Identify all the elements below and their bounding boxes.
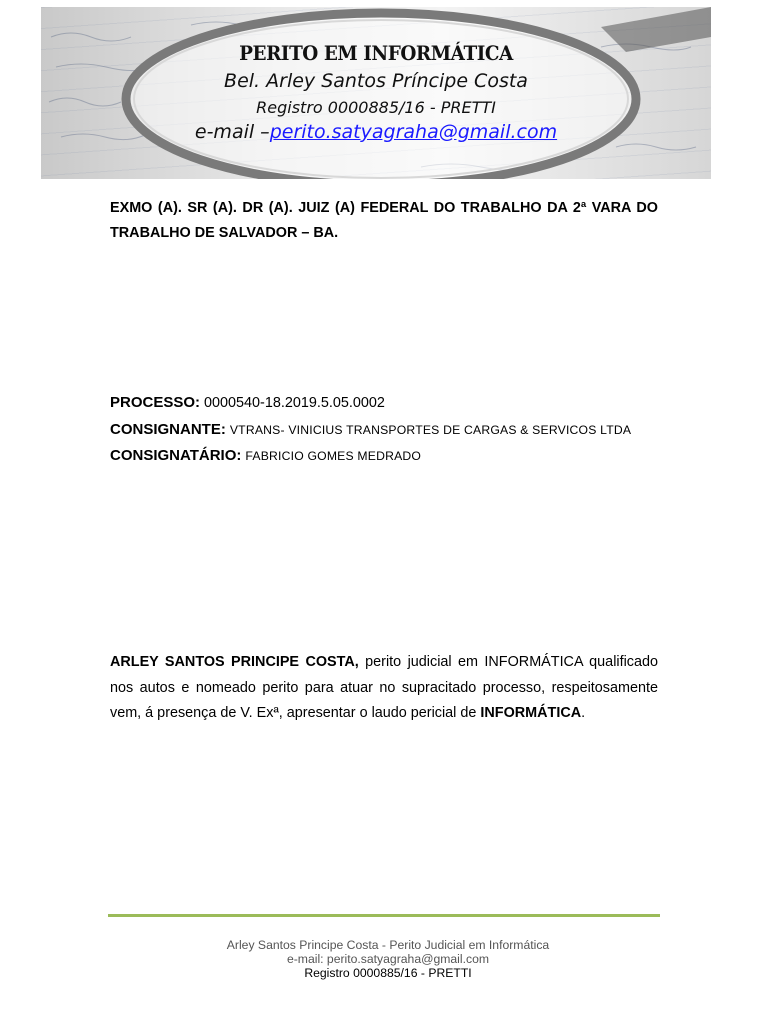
consignatario-label: CONSIGNATÁRIO: [110,447,242,464]
addressee-heading: EXMO (A). SR (A). DR (A). JUIZ (A) FEDERAL DO TRABALHO DA 2ª VARA DO TRABALHO DE SALVADOR – BA. [110,200,658,241]
footer-registration: Registro 0000885/16 - PRETTI [304,966,472,980]
consignatario-value: FABRICIO GOMES MEDRADO [245,449,422,463]
consignante-label: CONSIGNANTE: [110,420,226,438]
banner-email-line [41,121,711,143]
body-end: . [581,705,586,721]
magnifying-glass-image [41,7,711,179]
body-text: perito judicial em INFORMÁTICA qualificado nos autos e nomeado perito para atuar no supracitado processo, respeitosamente vem, á presença de V. Exª, apresentar o laudo pericial de [110,654,658,721]
footer-line-1: Arley Santos Principe Costa - Perito Judicial em Informática [226,938,550,952]
banner-email-link[interactable]: perito.satyagraha@gmail.com [269,121,558,143]
expert-name-bold: ARLEY SANTOS PRINCIPE COSTA, [110,654,359,670]
processo-line [110,390,670,417]
processo-value: 0000540-18.2019.5.05.0002 [204,395,385,411]
banner-expert-name: Bel. Arley Santos Príncipe Costa [224,70,528,92]
case-info-block [110,390,670,470]
subject-bold: INFORMÁTICA [480,705,582,721]
consignante-line [110,417,670,444]
consignatario-line [110,443,670,470]
header-banner [41,7,711,179]
banner-registration: Registro 0000885/16 - PRETTI [256,98,496,117]
footer-divider [108,914,660,917]
banner-email-prefix: e-mail – [194,121,270,143]
body-paragraph [110,650,658,727]
consignante-value: VTRANS- VINICIUS TRANSPORTES DE CARGAS & SERVICOS LTDA [229,422,632,437]
banner-title: PERITO EM INFORMÁTICA [239,41,513,65]
footer-email: e-mail: perito.satyagraha@gmail.com [286,952,490,966]
page-footer [108,938,668,980]
processo-label: PROCESSO: [110,394,201,411]
